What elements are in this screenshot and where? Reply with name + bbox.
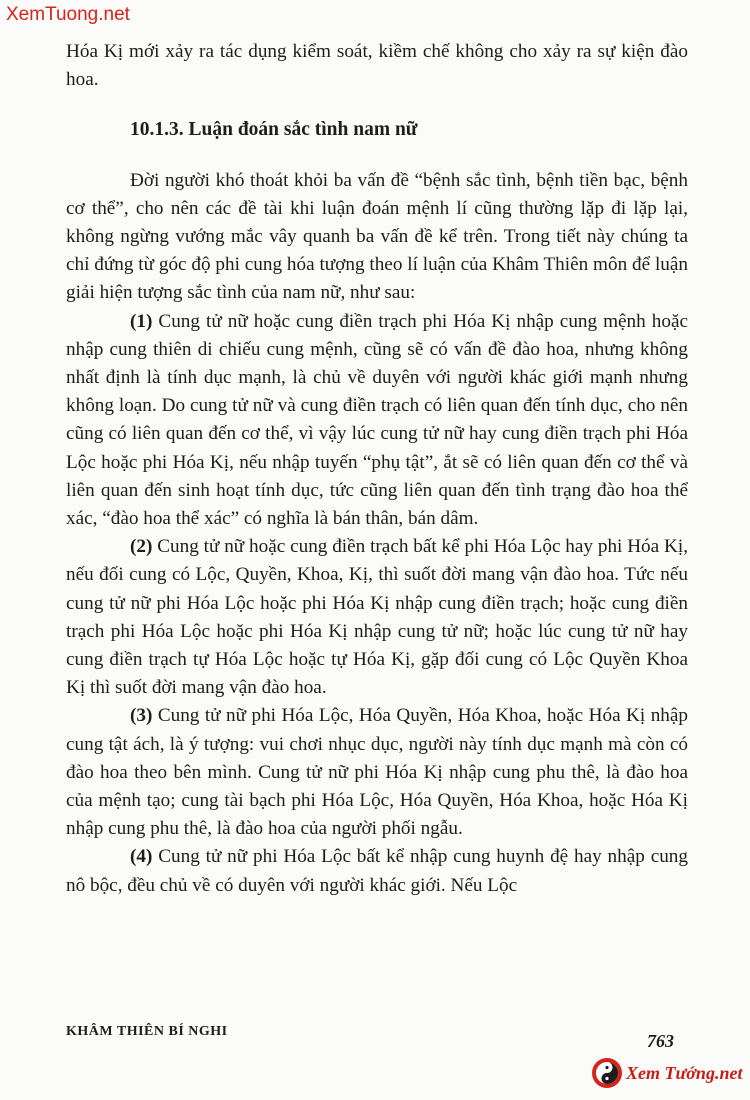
logo-text: Xem Tướng.net	[626, 1062, 743, 1083]
item-4-text: Cung tử nữ phi Hóa Lộc bất kể nhập cung huynh đệ hay nhập cung nô bộc, đều chủ về có duyên với người khác giới. Nếu Lộc	[66, 846, 688, 896]
running-footer-book-title: KHÂM THIÊN BÍ NGHI	[66, 1024, 228, 1039]
item-3-paragraph	[66, 702, 688, 843]
item-1-number: (1)	[130, 310, 153, 332]
item-2-number: (2)	[130, 536, 153, 558]
page-number: 763	[647, 1031, 674, 1051]
intro-paragraph: Đời người khó thoát khỏi ba vấn đề “bệnh sắc tình, bệnh tiền bạc, bệnh cơ thể”, cho nên các đề tài khi luận đoán mệnh lí cũng thường lặp đi lặp lại, không ngừng vướng mắc vây quanh ba vấn đề kể trên. Trong tiết này chúng ta chỉ đứng từ góc độ phi cung hóa tượng theo lí luận của Khâm Thiên môn để luận giải hiện tượng sắc tình của nam nữ, như sau:	[66, 169, 688, 304]
watermark-site-name: XemTuong.net	[6, 4, 130, 25]
item-3-number: (3)	[130, 705, 153, 727]
item-1-text: Cung tử nữ hoặc cung điền trạch phi Hóa Kị nhập cung mệnh hoặc nhập cung thiên di chiếu cung mệnh, cũng sẽ có vấn đề đào hoa, nhưng không nhất định là tính dục mạnh, là chủ về duyên với người khác giới mạnh nhưng không loạn. Do cung tử nữ và cung điền trạch có liên quan đến tính dục, cho nên cũng có liên quan đến cơ thể, vì vậy lúc cung tử nữ hay cung điền trạch phi Hóa Lộc hoặc phi Hóa Kị, nếu nhập tuyến “phụ tật”, ắt sẽ có liên quan đến cơ thể và liên quan đến sinh hoạt tính dục, tức cũng liên quan đến tình trạng đào hoa thể xác, “đào hoa thể xác” có nghĩa là bán thân, bán dâm.	[66, 310, 688, 530]
section-heading: 10.1.3. Luận đoán sắc tình nam nữ	[130, 119, 418, 141]
page-body	[66, 38, 688, 900]
item-4-number: (4)	[130, 846, 153, 868]
item-3-text: Cung tử nữ phi Hóa Lộc, Hóa Quyền, Hóa Khoa, hoặc Hóa Kị nhập cung tật ách, là ý tượng: vui chơi nhục dục, người này tính dục mạnh mà còn có đào hoa theo bên mình. Cung tử nữ phi Hóa Kị nhập cung phu thê, là đào hoa của mệnh tạo; cung tài bạch phi Hóa Lộc, Hóa Quyền, Hóa Khoa, hoặc Hóa Kị nhập cung phu thê, là đào hoa của người phối ngẫu.	[66, 705, 688, 840]
item-4-paragraph	[66, 843, 688, 899]
site-logo	[592, 1058, 742, 1088]
lead-paragraph: Hóa Kị mới xảy ra tác dụng kiểm soát, kiềm chế không cho xảy ra sự kiện đào hoa.	[66, 41, 688, 91]
yin-yang-icon	[592, 1058, 622, 1088]
item-1-paragraph	[66, 308, 688, 534]
item-2-paragraph	[66, 533, 688, 702]
item-2-text: Cung tử nữ hoặc cung điền trạch bất kể phi Hóa Lộc hay phi Hóa Kị, nếu đối cung có Lộc, Quyền, Khoa, Kị, thì suốt đời mang vận đào hoa. Tức nếu cung tử nữ phi Hóa Lộc hoặc phi Hóa Kị nhập cung điền trạch; hoặc cung điền trạch phi Hóa Lộc hoặc phi Hóa Kị nhập cung tử nữ; hoặc lúc cung tử nữ hay cung điền trạch tự Hóa Lộc hoặc tự Hóa Kị, gặp đối cung có Lộc Quyền Khoa Kị thì suốt đời mang vận đào hoa.	[66, 536, 688, 699]
